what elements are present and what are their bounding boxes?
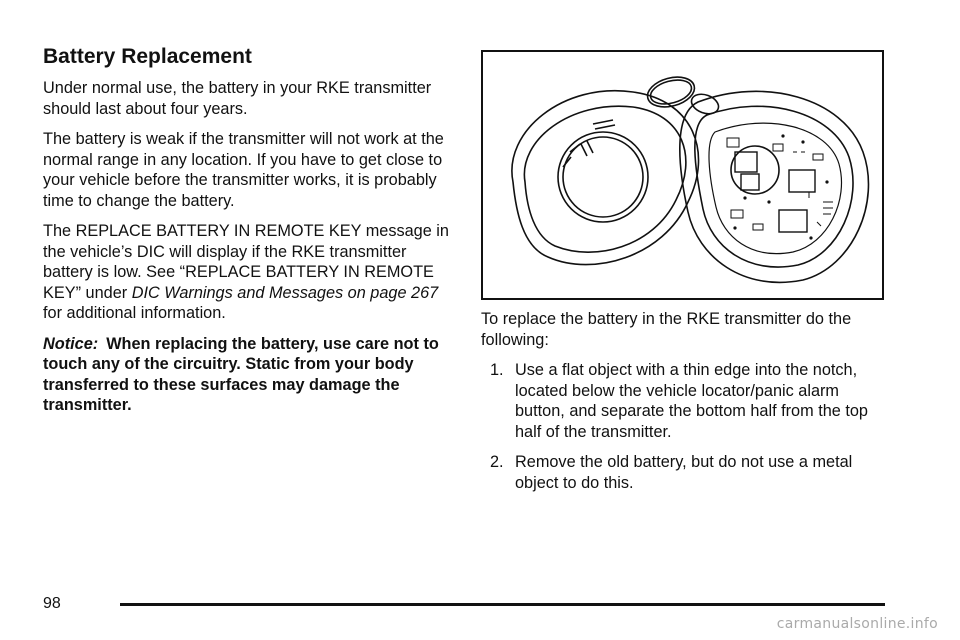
notice-label: Notice: (43, 334, 99, 353)
dic-message-text: The REPLACE BATTERY IN REMOTE KEY message in the vehicle’s DIC will display if the RKE transmitter battery is low. See “REPLACE BATTERY IN REMOTE KEY” under (43, 222, 449, 302)
step-text: Use a flat object with a thin edge into the notch, located below the vehicle locator/panic alarm button, and separate the bottom half from the top half of the transmitter. (515, 361, 868, 441)
list-item (490, 452, 891, 493)
step-number: 2. (490, 453, 504, 471)
paragraph-battery-life: Under normal use, the battery in your RKE transmitter should last about four years. (43, 79, 432, 118)
page-number: 98 (43, 595, 61, 612)
left-column (43, 44, 453, 426)
dic-warnings-link[interactable]: DIC Warnings and Messages on page 267 (131, 283, 439, 302)
notice-body: When replacing the battery, use care not to touch any of the circuitry. Static from your body transferred to these surfaces may damage the transmitter. (43, 334, 439, 414)
watermark-text: carmanualsonline.info (776, 616, 938, 632)
step-number: 1. (490, 361, 504, 379)
steps-intro: To replace the battery in the RKE transmitter do the following: (481, 310, 852, 349)
paragraph-weak-battery: The battery is weak if the transmitter will not work at the normal range in any location. If you have to get close to your vehicle before the transmitter works, it is probably time to change the battery. (43, 130, 444, 210)
section-title: Battery Replacement (43, 45, 252, 68)
steps-list (481, 360, 891, 493)
transmitter-illustration (481, 50, 884, 300)
footer-divider (120, 603, 885, 606)
open-transmitter-drawing (483, 52, 882, 298)
dic-message-text-end: for additional information. (43, 304, 226, 322)
paragraph-dic-message (43, 221, 453, 324)
list-item (490, 360, 891, 442)
notice-paragraph (43, 334, 453, 416)
step-text: Remove the old battery, but do not use a metal object to do this. (515, 453, 853, 492)
right-column (481, 50, 891, 503)
